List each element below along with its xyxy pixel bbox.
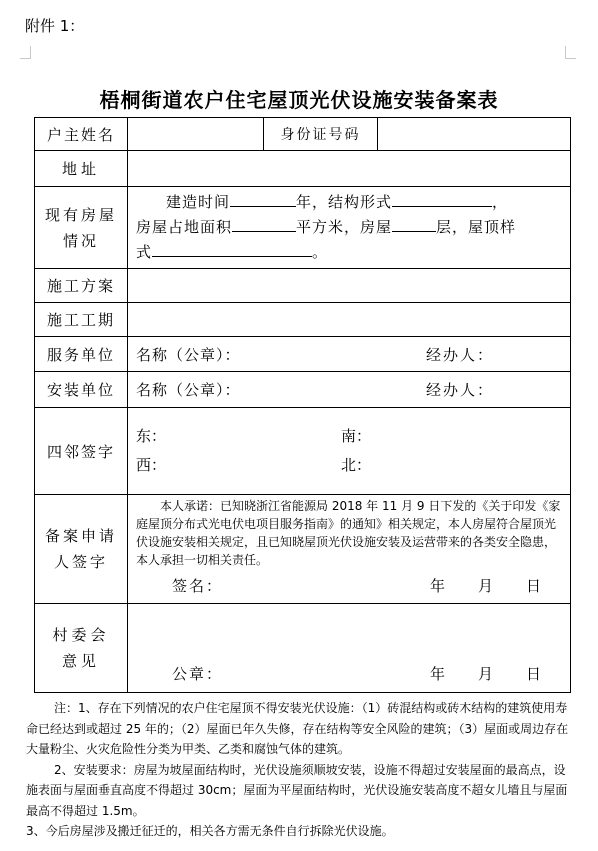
id-number-field[interactable] <box>378 118 571 151</box>
seal-label: 公章： <box>172 665 224 683</box>
service-unit-label: 服务单位 <box>35 337 128 372</box>
sign-label: 签名： <box>172 577 224 595</box>
built-time-label: 建造时间 <box>166 193 231 211</box>
north-label: 北： <box>341 456 372 474</box>
plan-field[interactable] <box>128 269 571 303</box>
village-label-line2: 意见 <box>61 652 100 670</box>
area-blank[interactable] <box>232 216 296 232</box>
applicant-label <box>35 495 128 604</box>
village-opinion-field[interactable] <box>128 604 571 693</box>
form-title: 梧桐街道农户住宅屋顶光伏设施安装备案表 <box>99 88 499 112</box>
village-label-line1: 村委会 <box>52 626 110 644</box>
south-label: 南： <box>341 427 372 445</box>
area-label: 房屋占地面积 <box>136 218 233 236</box>
period-field[interactable] <box>128 303 571 337</box>
village-year-mark: 年 <box>430 665 446 683</box>
period-mark: 。 <box>312 243 329 261</box>
install-unit-field[interactable] <box>128 372 571 408</box>
service-unit-field[interactable] <box>128 337 571 372</box>
style-label: 式 <box>136 243 153 261</box>
owner-name-field[interactable] <box>128 118 264 151</box>
install-unit-label: 安装单位 <box>35 372 128 408</box>
day-mark: 日 <box>526 577 542 595</box>
attachment-label: 附件 1： <box>25 17 85 35</box>
neighbors-label: 四邻签字 <box>35 408 128 495</box>
install-handler: 经办人： <box>426 381 495 399</box>
note-3: 3、今后房屋涉及搬迁征迁的，相关各方需无条件自行拆除光伏设施。 <box>26 824 394 838</box>
commitment-text: 本人承诺：已知晓浙江省能源局 2018 年 11 月 9 日下发的《关于印发《家庭屋顶分布式光电伏电项目服务指南》的通知》相关规定，本人房屋符合屋顶光伏设施安装相关规定，且已知晓屋顶光伏设施安装及运营带来的各类安全隐患，本人承担一切相关责任。 <box>136 499 561 567</box>
month-mark: 月 <box>478 577 494 595</box>
village-label <box>35 604 128 693</box>
period-label: 施工工期 <box>35 303 128 337</box>
applicant-label-line1: 备案申请 <box>44 527 117 545</box>
structure-label: 结构形式 <box>328 193 393 211</box>
note-2: 2、安装要求：房屋为坡屋面结构时，光伏设施须顺坡安装，设施不得超过安装屋面的最高点，设施表面与屋面垂直高度不得超过 30cm；屋面为平屋面结构时，光伏设施安装高度不超女儿墙且与屋面最高不得超过 1.5m。 <box>26 762 568 818</box>
west-label: 西： <box>136 456 167 474</box>
floors-label: 层，屋顶样 <box>436 218 517 236</box>
page-corner-mark <box>20 46 31 59</box>
floors-blank[interactable] <box>392 216 436 232</box>
address-field[interactable] <box>128 151 571 187</box>
year-label: 年， <box>296 193 329 211</box>
neighbors-field[interactable] <box>128 408 571 495</box>
house-label-line2: 情况 <box>62 231 99 250</box>
applicant-label-line2: 人签字 <box>53 553 108 571</box>
house-label-line1: 现有房屋 <box>44 205 117 224</box>
structure-blank[interactable] <box>392 191 492 207</box>
service-handler: 经办人： <box>426 345 495 364</box>
owner-name-label: 户主姓名 <box>35 118 128 151</box>
plan-label: 施工方案 <box>35 269 128 303</box>
service-name-seal: 名称（公章）： <box>136 345 241 364</box>
comma-mark: ， <box>492 193 509 211</box>
notes-section <box>26 698 574 842</box>
sqm-label: 平方米，房屋 <box>296 218 393 236</box>
east-label: 东： <box>136 427 167 445</box>
village-month-mark: 月 <box>478 665 494 683</box>
house-condition-label <box>35 187 128 269</box>
note-1: 注：1、存在下列情况的农户住宅屋顶不得安装光伏设施：（1）砖混结构或砖木结构的建筑使用寿命已经达到或超过 25 年的；（2）屋面已年久失修，存在结构等安全风险的建筑；（3）屋面或周边存在大量粉尘、火灾危险性分类为甲类、乙类和腐蚀气体的建筑。 <box>26 701 569 756</box>
built-year-blank[interactable] <box>230 191 296 207</box>
applicant-field[interactable] <box>128 495 571 604</box>
id-number-label: 身份证号码 <box>264 118 378 151</box>
install-name-seal: 名称（公章）： <box>136 381 241 399</box>
roof-style-blank[interactable] <box>152 241 312 257</box>
address-label: 地址 <box>35 151 128 187</box>
house-condition-field <box>128 187 571 269</box>
year-mark: 年 <box>430 577 446 595</box>
page-corner-mark <box>565 46 576 59</box>
village-day-mark: 日 <box>526 665 542 683</box>
registration-form <box>34 117 571 693</box>
